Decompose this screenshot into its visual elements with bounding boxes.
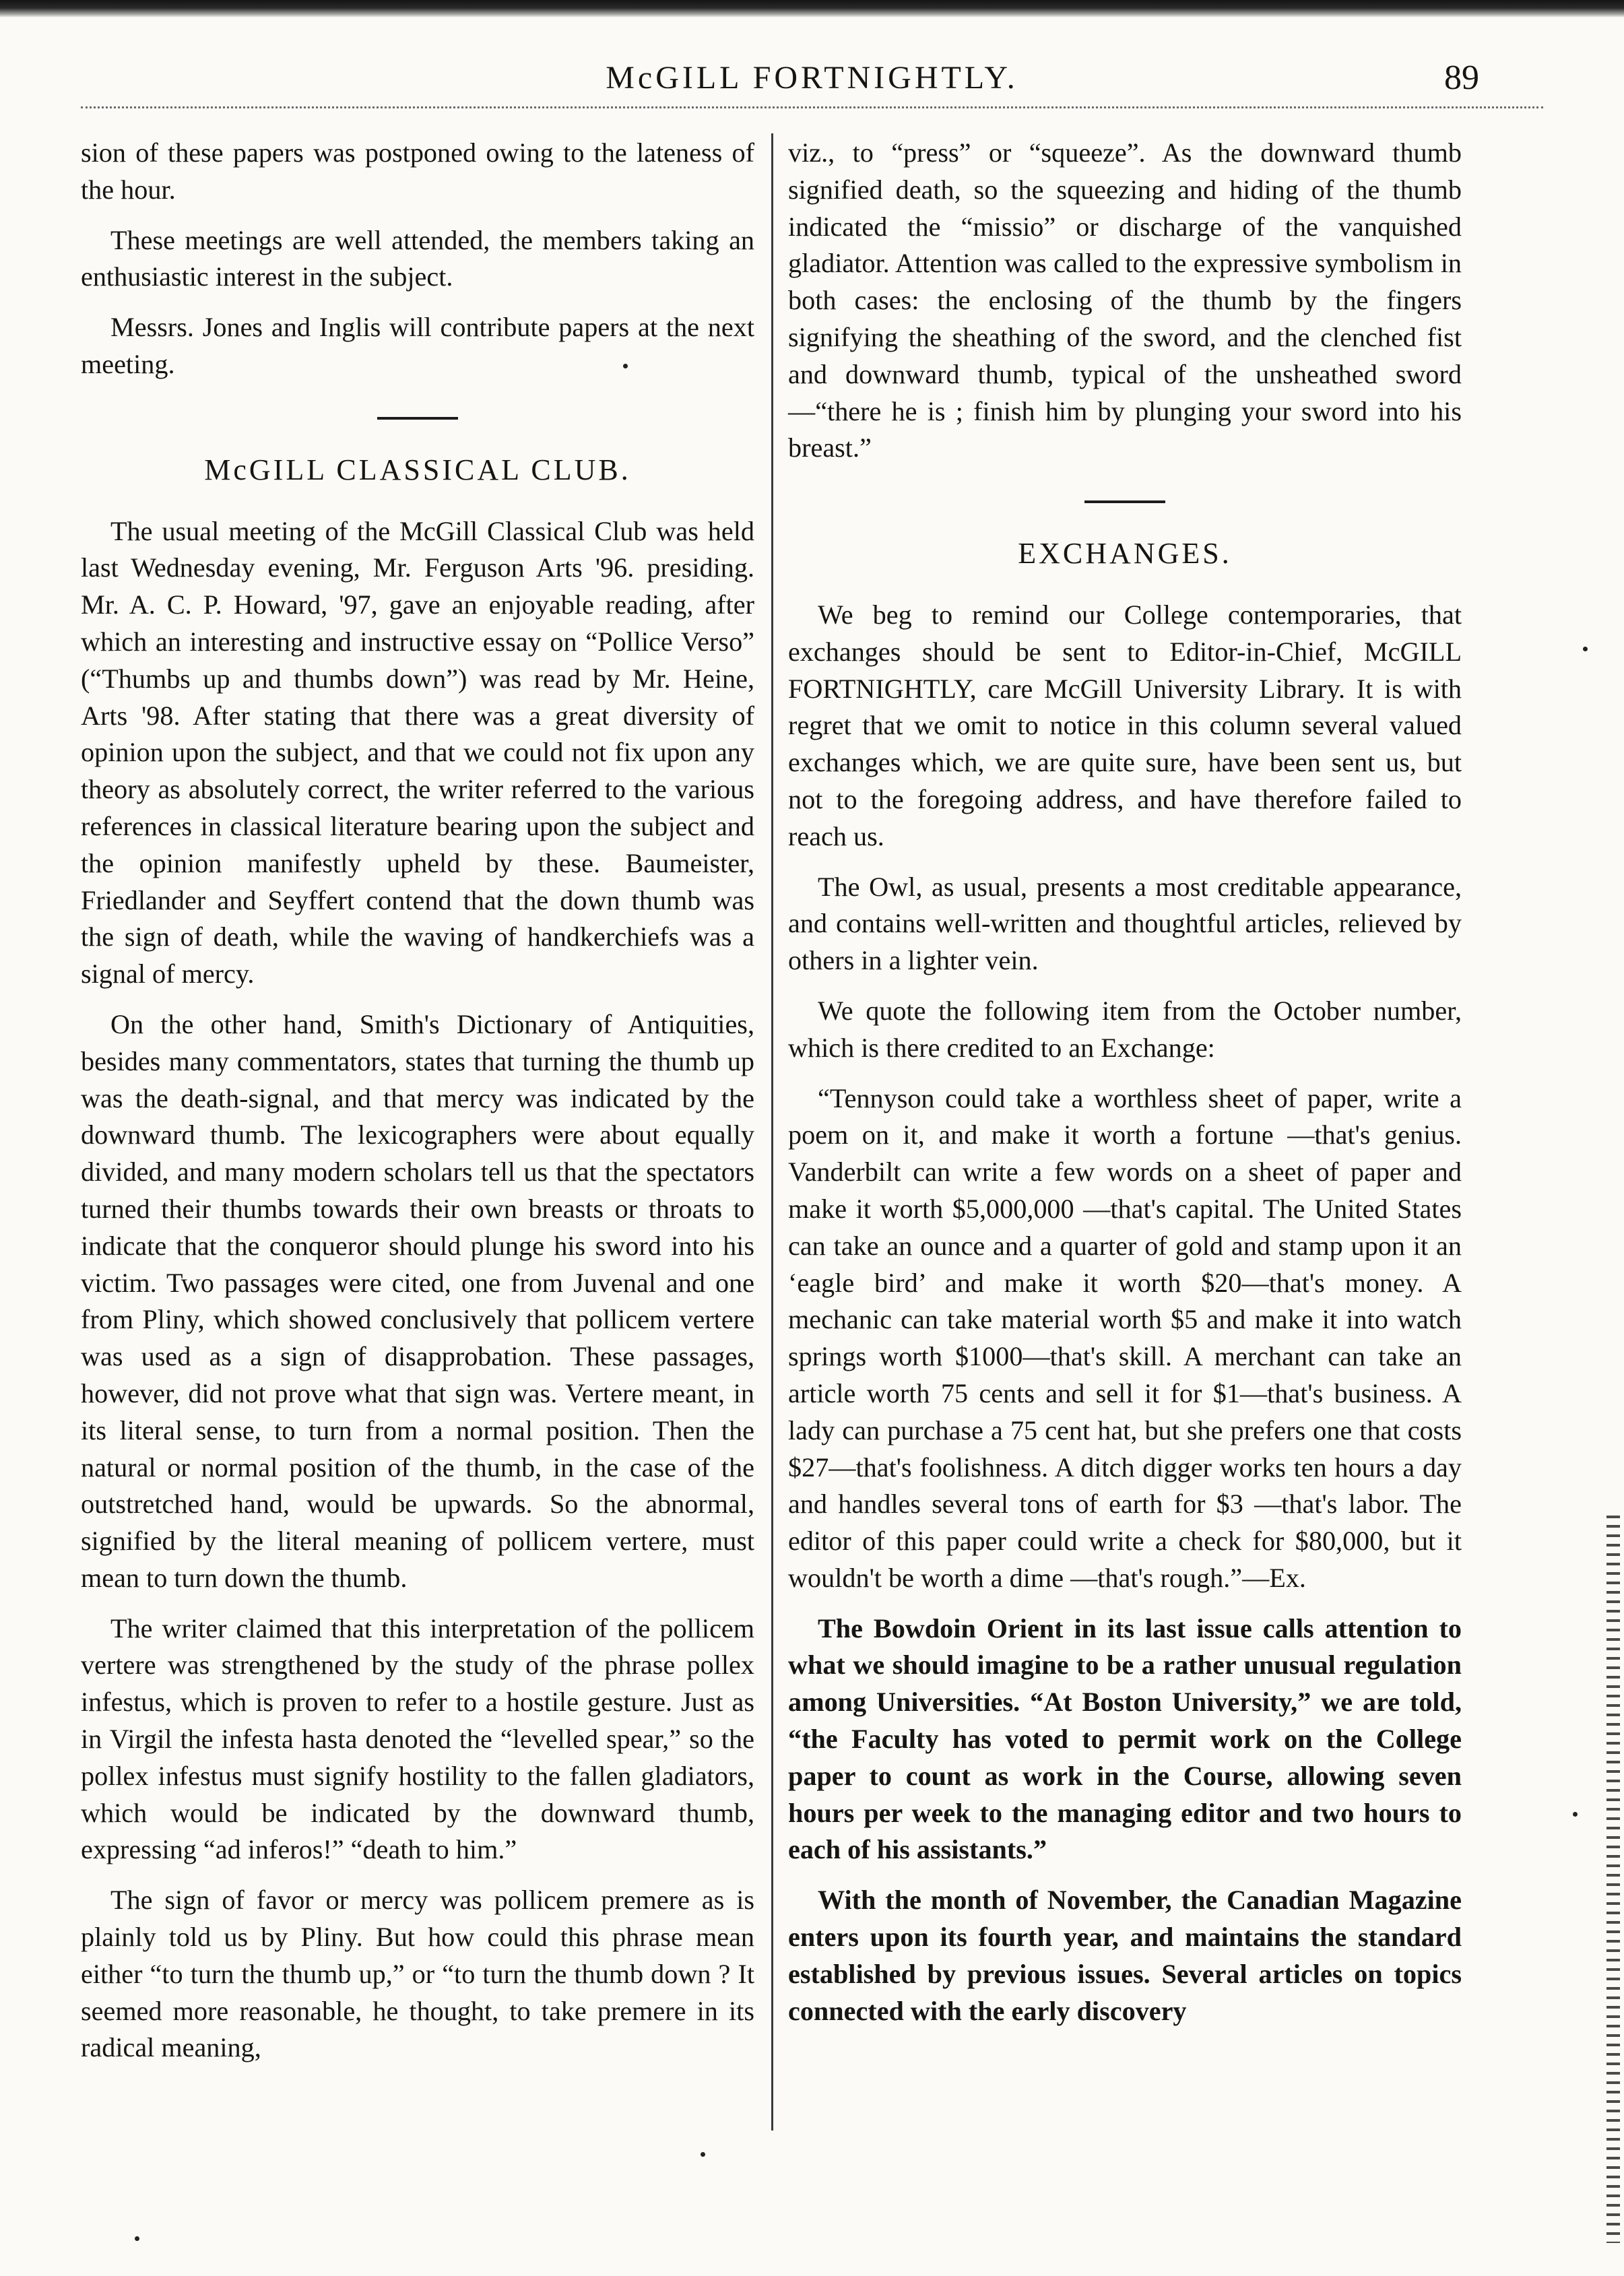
running-title: McGILL FORTNIGHTLY.: [606, 60, 1018, 96]
section-title-classical-club: McGILL CLASSICAL CLUB.: [204, 453, 631, 486]
paragraph: The Owl, as usual, presents a most creditable appearance, and contains well-written and thoughtful articles, relieved by others in a lighter vein.: [788, 871, 1462, 976]
paragraph: These meetings are well attended, the members taking an enthusiastic interest in the subject.: [81, 224, 754, 292]
paragraph: We beg to remind our College contemporaries, that exchanges should be sent to Editor-in-Chief, McGILL FORTNIGHTLY, care McGill University Library. It is with regret that we omit to notice in this column several valued exchanges which, we are quite sure, have been sent us, but not to the foregoing address, and have therefore failed to reach us.: [788, 599, 1462, 851]
paragraph: The usual meeting of the McGill Classical Club was held last Wednesday evening, Mr. Ferguson Arts '96. presiding. Mr. A. C. P. Howard, '97, gave an enjoyable reading, after which an interesting and instructive essay on “Pollice Verso” (“Thumbs up and thumbs down”) was read by Mr. Heine, Arts '98. After stating that there was a great diversity of opinion upon the subject, and that we could not fix upon any theory as absolutely correct, the writer referred to the various references in classical literature bearing upon the subject and the opinion manifestly upheld by these. Baumeister, Friedlander and Seyffert contend that the down thumb was the sign of death, while the waving of handkerchiefs was a signal of mercy.: [81, 515, 754, 989]
paragraph: The sign of favor or mercy was pollicem premere as is plainly told us by Pliny. But how could this phrase mean either “to turn the thumb up,” or “to turn the thumb down ? It seemed more reasonable, he thought, to take premere in its radical meaning,: [81, 1885, 754, 2063]
section-title-exchanges: EXCHANGES.: [1018, 537, 1232, 571]
ink-speck: [1583, 647, 1588, 651]
scan-edge-noise: [1606, 1516, 1620, 2243]
paragraph: sion of these papers was postponed owing to the lateness of the hour.: [81, 137, 754, 205]
paragraph: On the other hand, Smith's Dictionary of Antiquities, besides many commentators, states that turning the thumb up was the death-signal, and that mercy was indicated by the downward thumb. The lexicographers were about equally divided, and many modern scholars tell us that the spectators turned their thumbs towards their own breasts or throats to indicate that the conqueror should plunge his sword into his victim. Two passages were cited, one from Juvenal and one from Pliny, which showed conclusively that pollicem vertere was used as a sign of disapprobation. These passages, however, did not prove what that sign was. Vertere meant, in its literal sense, to turn from a normal position. Then the natural or normal position of the thumb, in the case of the outstretched hand, would be upwards. So the abnormal, signified by the literal meaning of pollicem vertere, must mean to turn down the thumb.: [81, 1008, 754, 1593]
paragraph: We quote the following item from the October number, which is there credited to an Exchange:: [788, 995, 1462, 1063]
paragraph: The Bowdoin Orient in its last issue calls attention to what we should imagine to be a rather unusual regulation among Universities. “At Boston University,” we are told, “the Faculty has voted to permit work on the College paper to count as work in the Course, allowing seven hours per week to the managing editor and two hours to each of his assistants.”: [788, 1613, 1462, 1865]
ink-speck: [135, 2236, 139, 2241]
right-column: [788, 135, 1462, 2043]
paragraph: Messrs. Jones and Inglis will contribute papers at the next meeting.: [81, 312, 754, 379]
left-column: [81, 135, 754, 2080]
quoted-paragraph: “Tennyson could take a worthless sheet of paper, write a poem on it, and make it worth a fortune —that's genius. Vanderbilt can write a few words on a sheet of paper and make it worth $5,000,000 —that's capital. The United States can take an ounce and a quarter of gold and stamp upon it an ‘eagle bird’ and make it worth $20—that's money. A mechanic can take material worth $5 and make it into watch springs worth $1000—that's skill. A merchant can take an article worth 75 cents and sell it for $1—that's business. A lady can purchase a 75 cent hat, but she prefers one that costs $27—that's foolishness. A ditch digger works ten hours a day and handles several tons of earth for $3 —that's labor. The editor of this paper could write a check for $80,000, but it wouldn't be worth a dime —that's rough.”—Ex.: [788, 1082, 1462, 1593]
header-rule: [81, 106, 1543, 108]
ink-speck: [623, 364, 628, 368]
ink-speck: [1573, 1812, 1578, 1817]
page-top-edge-shadow: [0, 0, 1624, 18]
section-divider: [377, 417, 458, 420]
column-divider: [771, 133, 773, 2131]
section-divider: [1084, 500, 1165, 503]
paragraph: With the month of November, the Canadian Magazine enters upon its fourth year, and maintains the standard established by previous issues. Several articles on topics connected with the early discovery: [788, 1885, 1462, 2026]
page-number: 89: [1444, 59, 1479, 97]
ink-speck: [701, 2152, 705, 2157]
paragraph: viz., to “press” or “squeeze”. As the downward thumb signified death, so the squeezing and hiding of the thumb indicated the “missio” or discharge of the vanquished gladiator. Attention was called to the expressive symbolism in both cases: the enclosing of the thumb by the fingers signifying the sheathing of the sword, and the clenched fist and downward thumb, typical of the unsheathed sword—“there he is ; finish him by plunging your sword into his breast.”: [788, 137, 1462, 463]
paragraph: The writer claimed that this interpretation of the pollicem vertere was strengthened by the study of the phrase pollex infestus, which is proven to refer to a hostile gesture. Just as in Virgil the infesta hasta denoted the “levelled spear,” so the pollex infestus must signify hostility to the fallen gladiators, which would be indicated by the downward thumb, expressing “ad inferos!” “death to him.”: [81, 1613, 754, 1865]
